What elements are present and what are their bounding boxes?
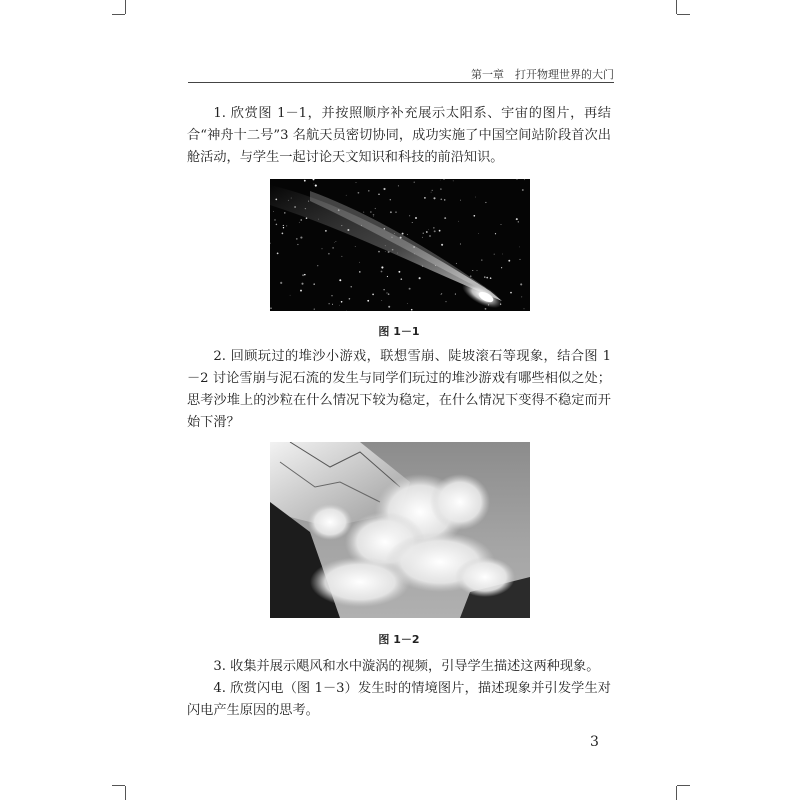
crop-mark bbox=[677, 785, 690, 786]
avalanche-photo bbox=[270, 442, 530, 618]
crop-mark bbox=[125, 786, 126, 800]
crop-mark bbox=[676, 786, 677, 800]
crop-mark bbox=[112, 785, 125, 786]
comet-photo bbox=[270, 179, 530, 311]
page-number: 3 bbox=[590, 734, 599, 750]
crop-mark bbox=[676, 0, 677, 14]
figure-caption-1-2: 图 1－2 bbox=[378, 633, 420, 646]
header-rule bbox=[188, 82, 614, 83]
crop-mark bbox=[677, 14, 690, 15]
figure-caption-1-1: 图 1－1 bbox=[378, 325, 420, 338]
paragraph-3: 3. 收集并展示飓风和水中漩涡的视频，引导学生描述这两种现象。 bbox=[213, 659, 600, 674]
paragraph-4: 4. 欣赏闪电（图 1－3）发生时的情境图片，描述现象并引发学生对闪电产生原因的思考。 bbox=[187, 681, 611, 718]
paragraph-2: 2. 回顾玩过的堆沙小游戏，联想雪崩、陡坡滚石等现象，结合图 1－2 讨论雪崩与泥石流的发生与同学们玩过的堆沙游戏有哪些相似之处；思考沙堆上的沙粒在什么情况下较为稳定，在什么情况下变得不稳定而开始下滑？ bbox=[187, 349, 611, 430]
crop-mark bbox=[125, 0, 126, 14]
running-header: 第一章 打开物理世界的大门 bbox=[471, 68, 614, 81]
paragraph-1: 1. 欣赏图 1－1，并按照顺序补充展示太阳系、宇宙的图片，再结合“神舟十二号”3 名航天员密切协同，成功实施了中国空间站阶段首次出舱活动，与学生一起讨论天文知识和科技的前沿知识。 bbox=[187, 106, 611, 165]
crop-mark bbox=[112, 14, 125, 15]
